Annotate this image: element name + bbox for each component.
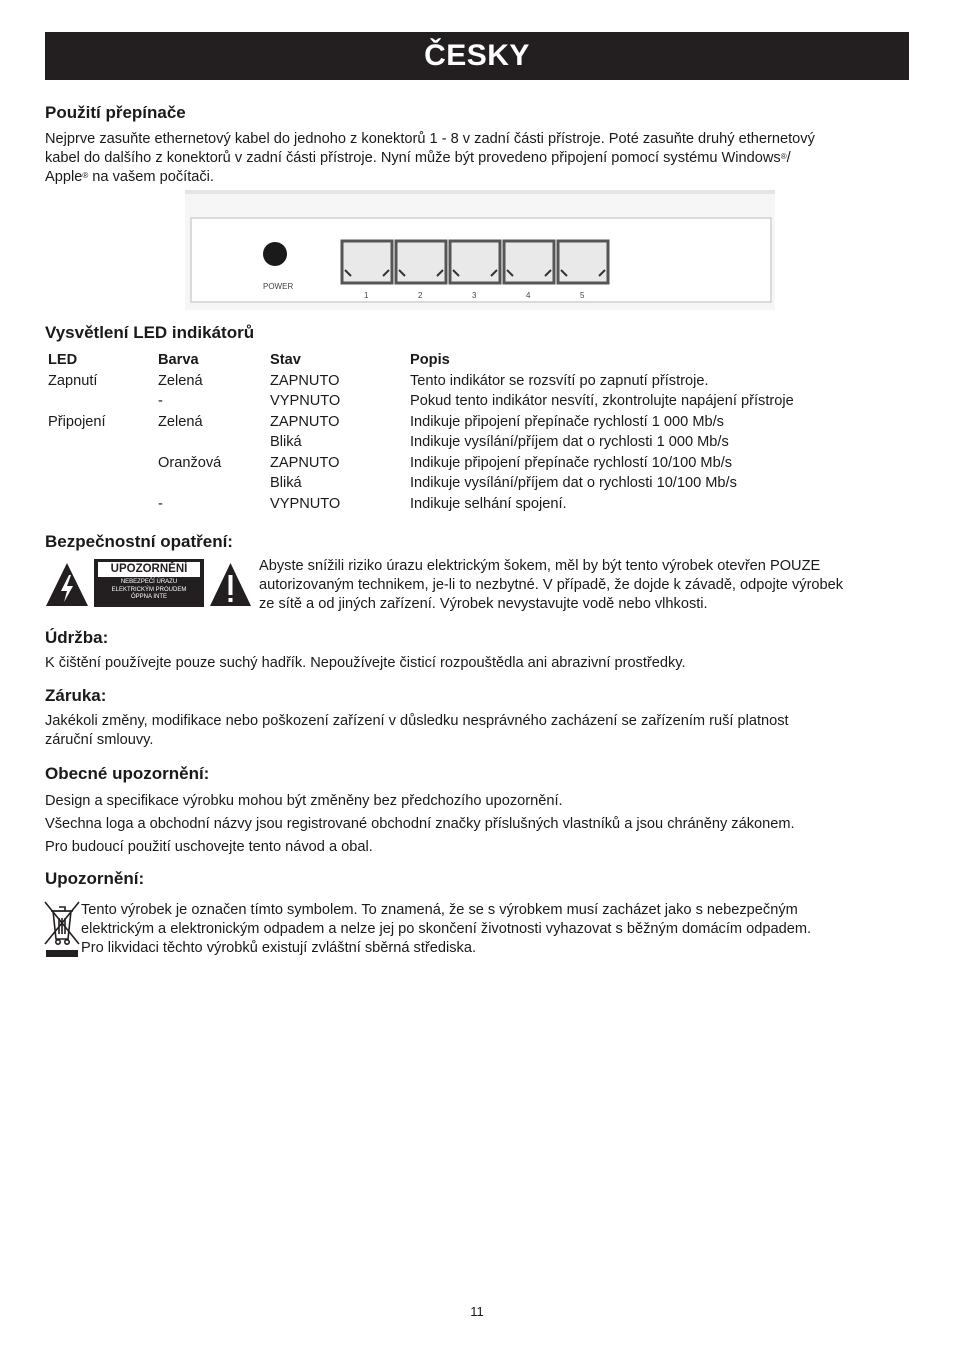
cell-state: ZAPNUTO (270, 372, 340, 389)
cell-color: Oranžová (158, 454, 222, 471)
port-number: 1 (364, 291, 369, 300)
cell-state: Bliká (270, 475, 302, 492)
cell-description: Indikuje připojení přepínače rychlostí 10/100 Mb/s (410, 454, 733, 471)
notice-heading: Upozornění: (45, 869, 145, 888)
usage-heading: Použití přepínače (45, 103, 186, 122)
led-table-header (45, 350, 910, 371)
caution-label (94, 559, 204, 607)
table-row (45, 432, 910, 453)
cell-color (155, 432, 267, 453)
safety-paragraph: Abyste snížili riziko úrazu elektrickým šokem, měl by být tento výrobek otevřen POUZE autorizovaným technikem, je-li to nezbytné. V případě, že dojde k závadě, odpojte výrobek ze sítě a od jiných zařízení. Výrobek nevystavujte vodě nebo vlhkosti. (259, 558, 844, 612)
cell-led (45, 453, 155, 474)
column-header: Popis (410, 352, 450, 369)
cell-led (45, 473, 155, 494)
cell-description: Indikuje selhání spojení. (410, 495, 567, 512)
power-label: POWER (263, 282, 294, 291)
cell-led: Připojení (48, 413, 106, 430)
table-row (45, 473, 910, 494)
cell-led (45, 432, 155, 453)
maintenance-heading: Údržba: (45, 628, 109, 647)
usage-line-3: Apple® na vašem počítači. (45, 169, 214, 185)
column-header: LED (48, 352, 78, 369)
maintenance-paragraph: K čištění používejte pouze suchý hadřík. Nepoužívejte čisticí rozpouštědla ani abrazivní prostředky. (45, 655, 686, 671)
cell-state: ZAPNUTO (270, 454, 340, 471)
table-row (45, 494, 910, 515)
cell-description: Pokud tento indikátor nesvítí, zkontrolujte napájení přístroje (410, 393, 794, 410)
general-heading: Obecné upozornění: (45, 764, 210, 783)
cell-color: - (158, 393, 163, 410)
notice-paragraph: Tento výrobek je označen tímto symbolem. To znamená, že se s výrobkem musí zacházet jako s nebezpečným elektrickým a elektronickým odpadem a nelze jej po skončení životnosti vyhazovat s běžným domácím odpadem. Pro likvidaci těchto výrobků existují zvláštní sběrná střediska. (81, 902, 812, 956)
led-table (45, 350, 910, 514)
port-number: 3 (472, 291, 477, 300)
table-row (45, 453, 910, 474)
warranty-heading: Záruka: (45, 686, 107, 705)
port-number: 5 (580, 291, 585, 300)
safety-heading: Bezpečnostní opatření: (45, 532, 233, 551)
cell-description: Indikuje vysílání/příjem dat o rychlosti 10/100 Mb/s (410, 475, 737, 492)
cell-color: Zelená (158, 413, 203, 430)
cell-led (45, 391, 155, 412)
table-row (45, 391, 910, 412)
power-button-icon (263, 242, 287, 266)
cell-led: Zapnutí (48, 372, 98, 389)
cell-description: Indikuje připojení přepínače rychlostí 1 000 Mb/s (410, 413, 724, 430)
cell-led (45, 494, 155, 515)
cell-description: Tento indikátor se rozsvítí po zapnutí přístroje. (410, 372, 709, 389)
cell-state: VYPNUTO (270, 495, 341, 512)
usage-paragraph (45, 130, 905, 187)
led-heading: Vysvětlení LED indikátorů (45, 323, 255, 342)
warranty-paragraph: Jakékoli změny, modifikace nebo poškození zařízení v důsledku nesprávného zacházení se zařízením ruší platnost záruční smlouvy. (45, 713, 789, 748)
cell-color (155, 473, 267, 494)
exclamation-warning-icon (209, 561, 252, 607)
caution-label-title: UPOZORNĚNÍ (98, 562, 200, 577)
caution-label-text: NEBEZPEČÍ ÚRAZU ELEKTRICKÝM PROUDEM ÓPPNA INTE (111, 579, 187, 600)
cell-color: - (158, 495, 163, 512)
switch-rear-panel-image (185, 190, 775, 310)
cell-state: ZAPNUTO (270, 413, 340, 430)
usage-line-2: kabel do dalšího z konektorů v zadní části přístroje. Nyní může být provedeno připojení pomocí systému Windows®/ (45, 150, 791, 166)
cell-description: Indikuje vysílání/příjem dat o rychlosti 1 000 Mb/s (410, 434, 729, 451)
page-number: 11 (470, 1304, 484, 1319)
table-row (45, 371, 910, 392)
port-number: 2 (418, 291, 423, 300)
column-header: Barva (158, 352, 199, 369)
general-paragraph: Design a specifikace výrobku mohou být změněny bez předchozího upozornění. Všechna loga a obchodní názvy jsou registrované obchodní značky příslušných vlastníků a jsou chráněny zákonem. Pro budoucí použití uschovejte tento návod a obal. (45, 793, 795, 855)
column-header: Stav (270, 352, 301, 369)
ethernet-ports (342, 241, 608, 283)
lightning-warning-icon (45, 561, 89, 607)
page-title-banner: ČESKY (45, 32, 909, 80)
cell-state: Bliká (270, 434, 302, 451)
port-number: 4 (526, 291, 531, 300)
weee-crossed-bin-icon (44, 901, 80, 959)
usage-line-1: Nejprve zasuňte ethernetový kabel do jednoho z konektorů 1 - 8 v zadní části přístroje. Poté zasuňte druhý ethernetový (45, 131, 815, 147)
table-row (45, 412, 910, 433)
cell-color: Zelená (158, 372, 203, 389)
cell-state: VYPNUTO (270, 393, 341, 410)
